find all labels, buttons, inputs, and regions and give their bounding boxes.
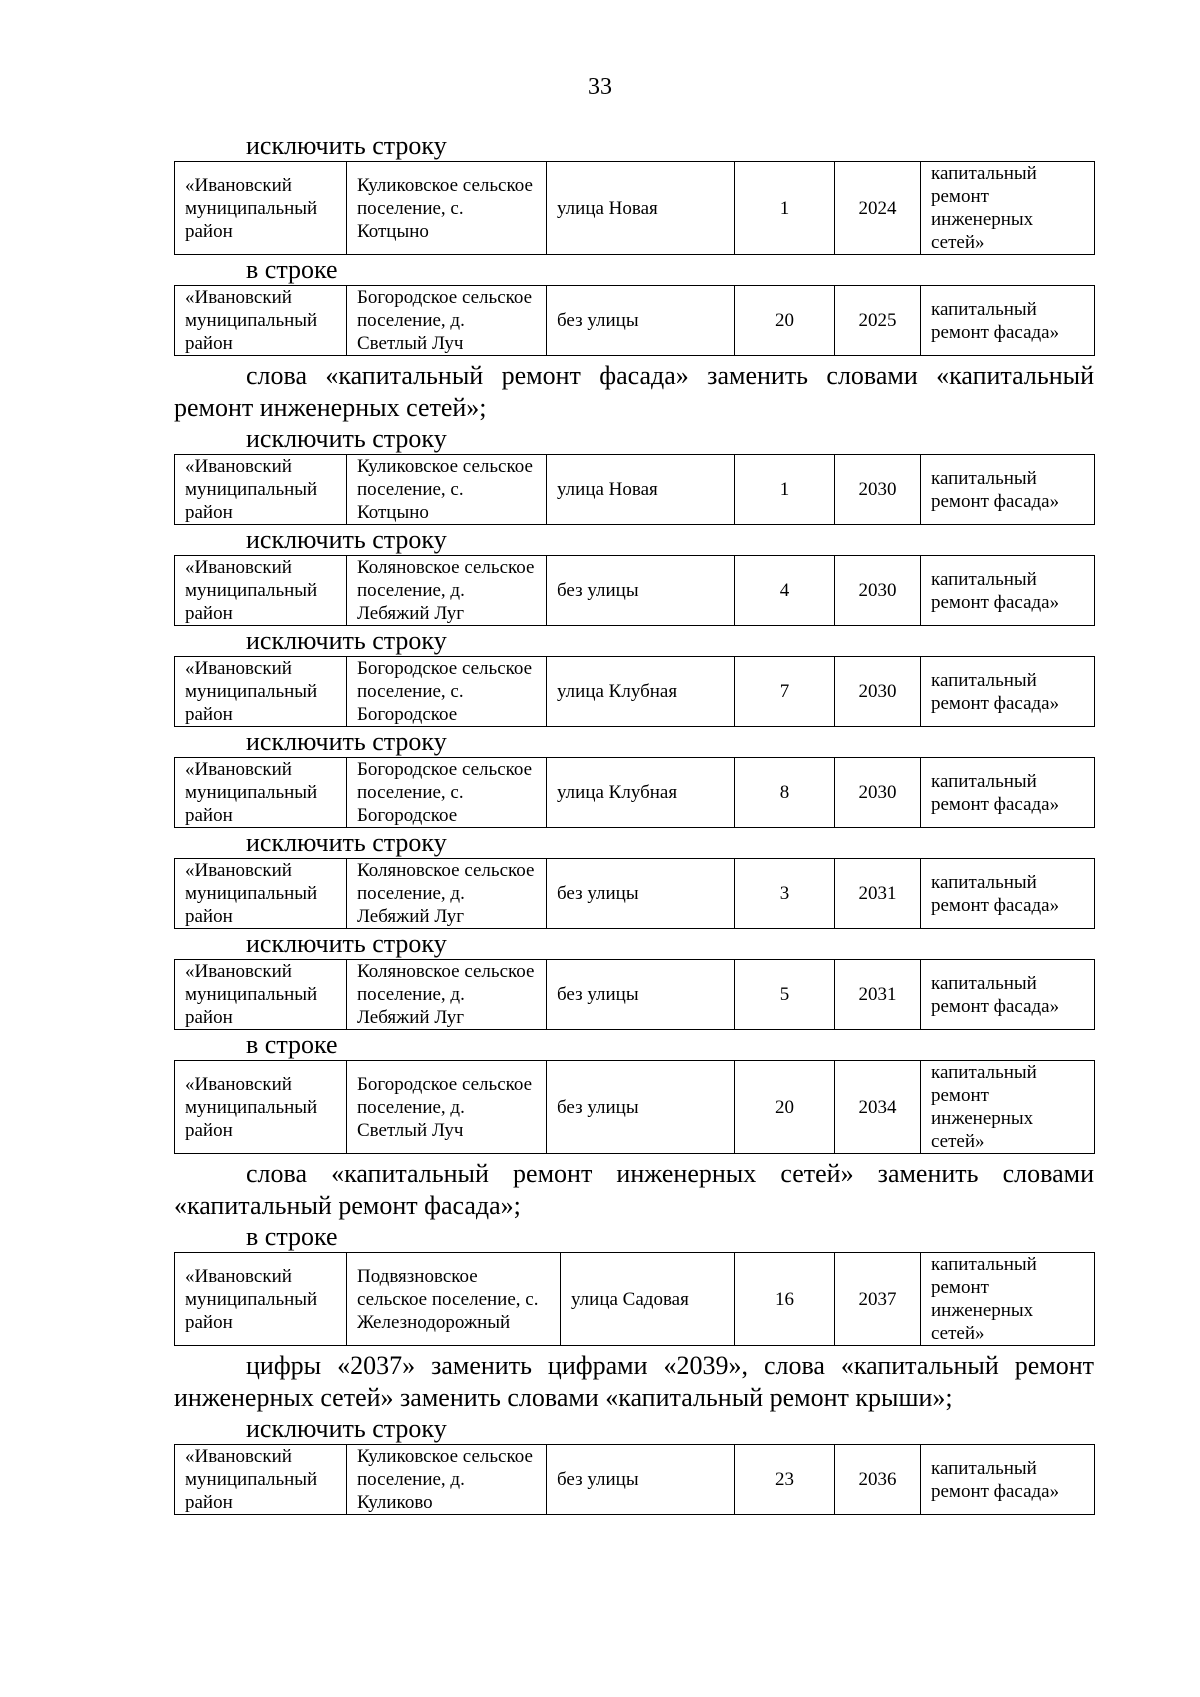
cell-year: 2034 [835, 1061, 921, 1154]
cell-work-type: капитальный ремонт фасада» [921, 455, 1095, 525]
cell-settlement: Куликовское сельское поселение, с. Котцыно [347, 455, 547, 525]
table-row [175, 556, 1095, 626]
table-row [175, 162, 1095, 255]
instruction-label: исключить строку [246, 727, 447, 756]
cell-street: без улицы [547, 556, 735, 626]
cell-settlement: Коляновское сельское поселение, д. Лебяжий Луг [347, 960, 547, 1030]
cell-work-type: капитальный ремонт фасада» [921, 859, 1095, 929]
cell-work-type: капитальный ремонт фасада» [921, 1445, 1095, 1515]
cell-settlement: Богородское сельское поселение, с. Богородское [347, 657, 547, 727]
cell-settlement: Коляновское сельское поселение, д. Лебяжий Луг [347, 556, 547, 626]
table-row [175, 1253, 1095, 1346]
table-row [175, 960, 1095, 1030]
cell-work-type: капитальный ремонт фасада» [921, 657, 1095, 727]
cell-street: без улицы [547, 859, 735, 929]
cell-year: 2031 [835, 859, 921, 929]
cell-district: «Ивановский муниципальный район [175, 657, 347, 727]
cell-district: «Ивановский муниципальный район [175, 758, 347, 828]
cell-district: «Ивановский муниципальный район [175, 859, 347, 929]
amendment-table [174, 285, 1095, 356]
cell-house-number: 5 [735, 960, 835, 1030]
cell-work-type: капитальный ремонт инженерных сетей» [921, 1253, 1095, 1346]
cell-settlement: Подвязновское сельское поселение, с. Железнодорожный [347, 1253, 561, 1346]
document-body [174, 131, 1094, 1515]
cell-street: без улицы [547, 1061, 735, 1154]
table-row [175, 859, 1095, 929]
cell-district: «Ивановский муниципальный район [175, 455, 347, 525]
cell-settlement: Богородское сельское поселение, с. Богородское [347, 758, 547, 828]
cell-year: 2024 [835, 162, 921, 255]
amendment-table [174, 959, 1095, 1030]
instruction-label: исключить строку [246, 828, 447, 857]
amendment-paragraph: цифры «2037» заменить цифрами «2039», слова «капитальный ремонт инженерных сетей» заменить словами «капитальный ремонт крыши»; [174, 1351, 1094, 1412]
cell-street: улица Новая [547, 455, 735, 525]
instruction-label: исключить строку [246, 929, 447, 958]
amendment-paragraph: слова «капитальный ремонт инженерных сетей» заменить словами «капитальный ремонт фасада»; [174, 1159, 1094, 1220]
cell-house-number: 8 [735, 758, 835, 828]
cell-house-number: 20 [735, 286, 835, 356]
cell-settlement: Куликовское сельское поселение, с. Котцыно [347, 162, 547, 255]
cell-street: улица Новая [547, 162, 735, 255]
cell-work-type: капитальный ремонт фасада» [921, 758, 1095, 828]
table-row [175, 657, 1095, 727]
cell-house-number: 1 [735, 455, 835, 525]
table-row [175, 1061, 1095, 1154]
cell-settlement: Коляновское сельское поселение, д. Лебяжий Луг [347, 859, 547, 929]
cell-year: 2031 [835, 960, 921, 1030]
cell-district: «Ивановский муниципальный район [175, 1061, 347, 1154]
cell-district: «Ивановский муниципальный район [175, 1253, 347, 1346]
cell-work-type: капитальный ремонт фасада» [921, 556, 1095, 626]
cell-house-number: 16 [735, 1253, 835, 1346]
instruction-label: исключить строку [246, 424, 447, 453]
cell-district: «Ивановский муниципальный район [175, 286, 347, 356]
cell-year: 2037 [835, 1253, 921, 1346]
instruction-label: в строке [246, 255, 338, 284]
cell-street: без улицы [547, 960, 735, 1030]
cell-house-number: 20 [735, 1061, 835, 1154]
amendment-table [174, 454, 1095, 525]
cell-work-type: капитальный ремонт фасада» [921, 286, 1095, 356]
cell-house-number: 3 [735, 859, 835, 929]
cell-house-number: 4 [735, 556, 835, 626]
cell-year: 2030 [835, 758, 921, 828]
table-row [175, 286, 1095, 356]
cell-year: 2030 [835, 657, 921, 727]
page-number: 33 [588, 74, 612, 100]
cell-street: улица Клубная [547, 657, 735, 727]
cell-district: «Ивановский муниципальный район [175, 960, 347, 1030]
table-row [175, 758, 1095, 828]
amendment-table [174, 656, 1095, 727]
cell-settlement: Богородское сельское поселение, д. Светлый Луч [347, 1061, 547, 1154]
cell-work-type: капитальный ремонт фасада» [921, 960, 1095, 1030]
cell-work-type: капитальный ремонт инженерных сетей» [921, 1061, 1095, 1154]
cell-street: улица Садовая [561, 1253, 735, 1346]
cell-house-number: 1 [735, 162, 835, 255]
cell-district: «Ивановский муниципальный район [175, 1445, 347, 1515]
table-row [175, 455, 1095, 525]
table-row [175, 1445, 1095, 1515]
cell-settlement: Куликовское сельское поселение, д. Куликово [347, 1445, 547, 1515]
cell-settlement: Богородское сельское поселение, д. Светлый Луч [347, 286, 547, 356]
cell-street: без улицы [547, 286, 735, 356]
amendment-paragraph: слова «капитальный ремонт фасада» заменить словами «капитальный ремонт инженерных сетей»; [174, 361, 1094, 422]
instruction-label: в строке [246, 1030, 338, 1059]
cell-house-number: 7 [735, 657, 835, 727]
amendment-table [174, 1444, 1095, 1515]
cell-district: «Ивановский муниципальный район [175, 556, 347, 626]
cell-street: улица Клубная [547, 758, 735, 828]
cell-street: без улицы [547, 1445, 735, 1515]
instruction-label: исключить строку [246, 626, 447, 655]
amendment-table [174, 1060, 1095, 1154]
instruction-label: в строке [246, 1222, 338, 1251]
cell-year: 2030 [835, 455, 921, 525]
instruction-label: исключить строку [246, 1414, 447, 1443]
amendment-table [174, 1252, 1095, 1346]
amendment-table [174, 757, 1095, 828]
amendment-table [174, 161, 1095, 255]
cell-district: «Ивановский муниципальный район [175, 162, 347, 255]
instruction-label: исключить строку [246, 525, 447, 554]
cell-work-type: капитальный ремонт инженерных сетей» [921, 162, 1095, 255]
amendment-table [174, 555, 1095, 626]
instruction-label: исключить строку [246, 131, 447, 160]
cell-year: 2025 [835, 286, 921, 356]
cell-house-number: 23 [735, 1445, 835, 1515]
cell-year: 2030 [835, 556, 921, 626]
amendment-table [174, 858, 1095, 929]
cell-year: 2036 [835, 1445, 921, 1515]
